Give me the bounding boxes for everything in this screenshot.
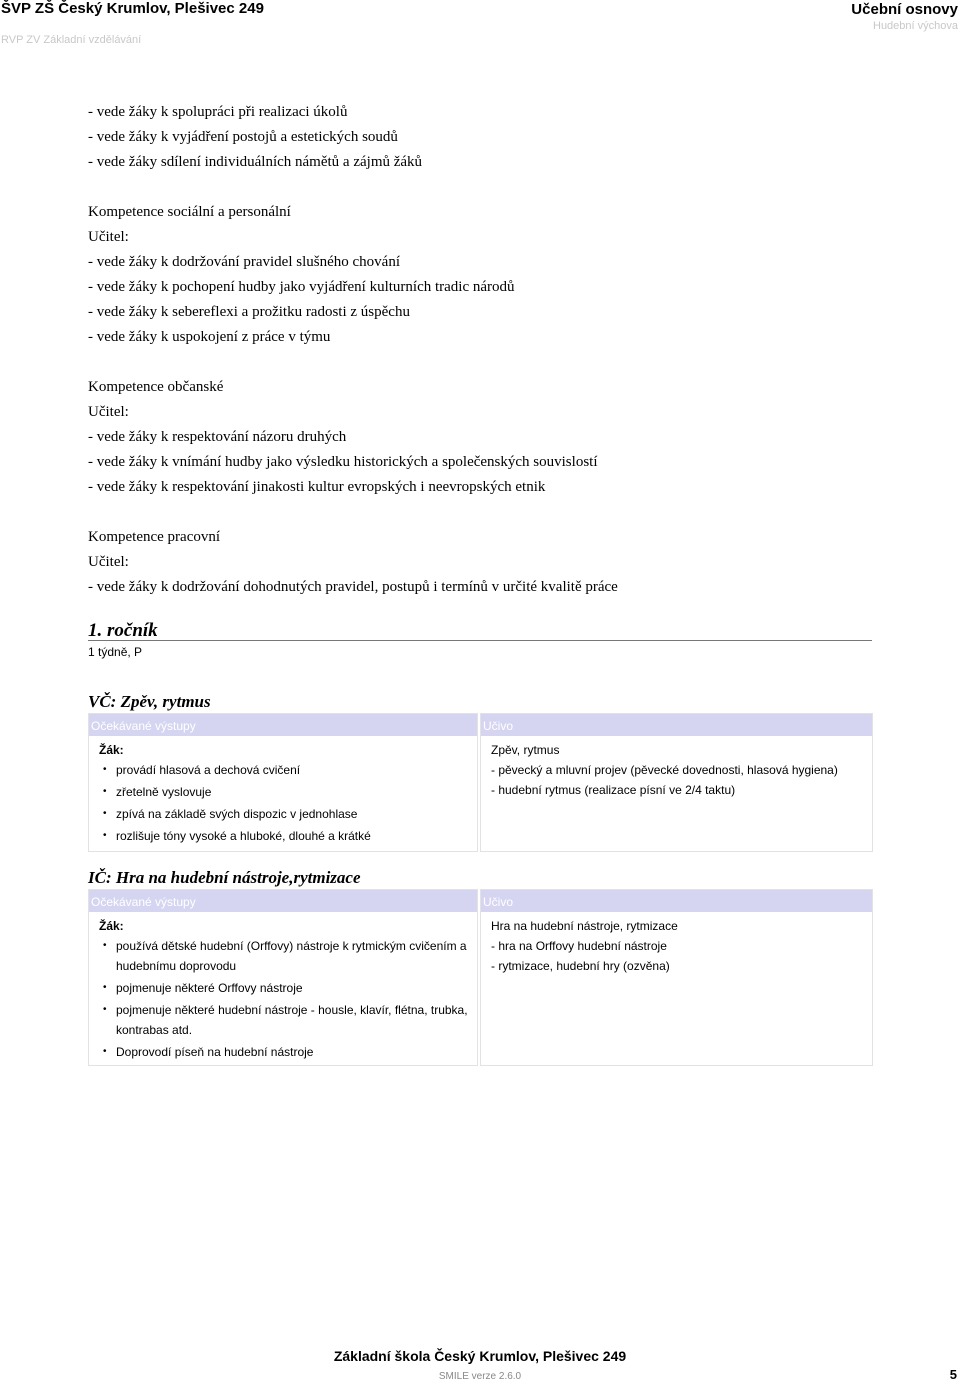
competences-text bbox=[88, 100, 888, 600]
competence-who: Učitel: bbox=[88, 554, 129, 570]
header-school-title: ŠVP ZŠ Český Krumlov, Plešivec 249 bbox=[1, 0, 264, 17]
content-line: - rytmizace, hudební hry (ozvěna) bbox=[491, 959, 670, 973]
outcome-item: • zřetelně vyslovuje bbox=[99, 782, 471, 802]
outcome-item: • Doprovodí píseň na hudební nástroje bbox=[99, 1042, 471, 1062]
outcomes-column bbox=[88, 713, 478, 852]
outcome-item: • provádí hlasová a dechová cvičení bbox=[99, 760, 471, 780]
competence-line: - vede žáky k respektování názoru druhých bbox=[88, 429, 347, 445]
competence-line: - vede žáky k dodržování pravidel slušného chování bbox=[88, 254, 400, 270]
grade-weekly-hours: 1 týdně, P bbox=[88, 645, 143, 659]
content-line: - pěvecký a mluvní projev (pěvecké dovednosti, hlasová hygiena) bbox=[491, 763, 838, 777]
content-line: - hra na Orffovy hudební nástroje bbox=[491, 939, 667, 953]
content-header: Učivo bbox=[481, 714, 872, 736]
header-document-title: Učební osnovy bbox=[851, 1, 958, 18]
outcomes-header: Očekávané výstupy bbox=[89, 714, 477, 736]
intro-line: - vede žáky k vyjádření postojů a estetických soudů bbox=[88, 129, 398, 145]
pupil-label: Žák: bbox=[99, 743, 124, 757]
outcome-item: • pojmenuje některé hudební nástroje - housle, klavír, flétna, trubka, kontrabas atd. bbox=[99, 1000, 471, 1040]
grade-title: 1. ročník bbox=[88, 620, 158, 641]
outcomes-column bbox=[88, 889, 478, 1066]
header-rvp-subtitle: RVP ZV Základní vzdělávání bbox=[1, 34, 142, 46]
content-line: Zpěv, rytmus bbox=[491, 743, 560, 757]
page-number: 5 bbox=[949, 1367, 957, 1382]
footer-school: Základní škola Český Krumlov, Plešivec 249 bbox=[333, 1348, 627, 1364]
content-line: - hudební rytmus (realizace písní ve 2/4 taktu) bbox=[491, 783, 736, 797]
competence-line: - vede žáky k vnímání hudby jako výsledku historických a společenských souvislostí bbox=[88, 454, 598, 470]
intro-line: - vede žáky k spolupráci při realizaci úkolů bbox=[88, 104, 348, 120]
competence-line: - vede žáky k respektování jinakosti kultur evropských i neevropských etnik bbox=[88, 479, 546, 495]
grade-heading bbox=[88, 619, 872, 641]
outcomes-header: Očekávané výstupy bbox=[89, 890, 477, 912]
outcome-item: • rozlišuje tóny vysoké a hluboké, dlouhé a krátké bbox=[99, 826, 471, 846]
content-header: Učivo bbox=[481, 890, 872, 912]
competence-line: - vede žáky k dodržování dohodnutých pravidel, postupů i termínů v určité kvalitě práce bbox=[88, 579, 618, 595]
competence-who: Učitel: bbox=[88, 229, 129, 245]
competence-who: Učitel: bbox=[88, 404, 129, 420]
header-subject-subtitle: Hudební výchova bbox=[873, 20, 958, 32]
outcome-item: • pojmenuje některé Orffovy nástroje bbox=[99, 978, 471, 998]
section-table-hra bbox=[88, 889, 873, 1066]
competence-line: - vede žáky k sebereflexi a prožitku radosti z úspěchu bbox=[88, 304, 410, 320]
competence-line: - vede žáky k uspokojení z práce v týmu bbox=[88, 329, 331, 345]
competence-line: - vede žáky k pochopení hudby jako vyjádření kulturních tradic národů bbox=[88, 279, 515, 295]
section-title-hra: IČ: Hra na hudební nástroje,rytmizace bbox=[88, 868, 361, 887]
section-table-zpev bbox=[88, 713, 873, 852]
competence-title: Kompetence občanské bbox=[88, 379, 224, 395]
outcome-item: • používá dětské hudební (Orffovy) nástroje k rytmickým cvičením a hudebnímu doprovodu bbox=[99, 936, 471, 976]
intro-line: - vede žáky sdílení individuálních námětů a zájmů žáků bbox=[88, 154, 423, 170]
content-column bbox=[480, 889, 873, 1066]
section-title-zpev: VČ: Zpěv, rytmus bbox=[88, 692, 211, 711]
competence-title: Kompetence pracovní bbox=[88, 529, 221, 545]
competence-title: Kompetence sociální a personální bbox=[88, 204, 291, 220]
pupil-label: Žák: bbox=[99, 919, 124, 933]
footer-version: SMILE verze 2.6.0 bbox=[438, 1371, 522, 1382]
content-column bbox=[480, 713, 873, 852]
content-line: Hra na hudební nástroje, rytmizace bbox=[491, 919, 678, 933]
outcome-item: • zpívá na základě svých dispozic v jednohlase bbox=[99, 804, 471, 824]
